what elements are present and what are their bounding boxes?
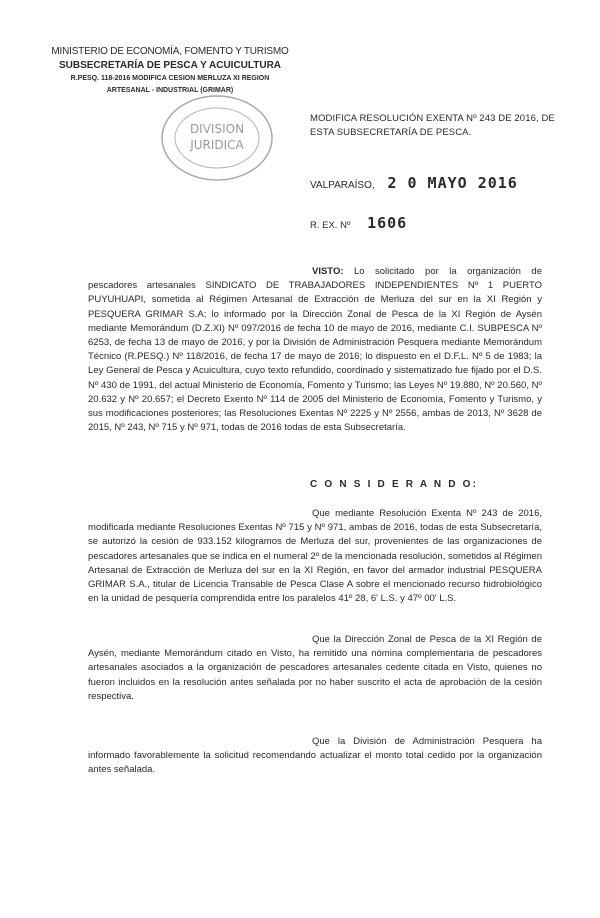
considerando-paragraph-3	[88, 735, 542, 778]
subsecretariat-name: SUBSECRETARÍA DE PESCA Y ACUICULTURA	[58, 60, 282, 71]
division-juridica-stamp	[158, 92, 276, 184]
stamped-date: 2 0 MAYO 2016	[387, 174, 518, 192]
considerando-text-1: Que mediante Resolución Exenta Nº 243 de 2016, modificada mediante Resoluciones Exentas Nº 715 y Nº 971, ambas de 2016, todas de esta Subsecretaría, se autorizó la cesión de 933.152 kilogramos de Merluza del sur, provenientes de las organizaciones de pescadores artesanales que se indica en el numeral 2º de la mencionada resolución, sometidos al Régimen Artesanal de Extracción de Merluza del sur en la XI Región, en favor del armador industrial PESQUERA GRIMAR S.A., titular de Licencia Transable de Pesca Clase A sobre el mencionado recurso hidrobiológico en la unidad de pesquería comprendida entre los paralelos 41º 28, 6' L.S. y 47º 00' L.S.	[88, 508, 542, 605]
file-reference: R.PESQ. 118-2016 MODIFICA CESION MERLUZA XI REGION	[70, 75, 270, 82]
letterhead	[30, 45, 310, 97]
considerando-paragraph-1	[88, 507, 542, 606]
stamp-line-2: JURIDICA	[190, 138, 244, 152]
resolution-number-line	[310, 214, 407, 232]
considerando-paragraph-2	[88, 633, 542, 704]
considerando-text-2: Que la Dirección Zonal de Pesca de la XI Región de Aysén, mediante Memorándum citado en Visto, ha remitido una nómina complementaria de pescadores artesanales asociados a la organización de pescadores artesanales cedente citada en Visto, quienes no fueron incluidos en la resolución antes señalada por no haber suscrito el acta de aprobación de la cesión respectiva.	[88, 634, 542, 702]
stamp-line-1: DIVISION	[189, 122, 245, 136]
visto-paragraph	[88, 265, 542, 435]
file-reference-subtitle: ARTESANAL - INDUSTRIAL (GRIMAR)	[106, 87, 234, 94]
visto-text: Lo solicitado por la organización de pescadores artesanales SINDICATO DE TRABAJADORES INDEPENDIENTES Nº 1 PUERTO PUYUHUAPI, sometida al Régimen Artesanal de Extracción de Merluza del sur en la XI Región y PESQUERA GRIMAR S.A; lo informado por la Dirección Zonal de Pesca de la XI Región de Aysén mediante Memorándum (D.Z.XI) Nº 097/2016 de fecha 10 de mayo de 2016, mediante C.I. SUBPESCA Nº 6253, de fecha 13 de mayo de 2016, y por la División de Administración Pesquera mediante Memorándum Técnico (R.PESQ.) Nº 118/2016, de fecha 17 de mayo de 2016; lo dispuesto en el D.F.L. Nº 5 de 1983; la Ley General de Pesca y Acuicultura, cuyo texto refundido, coordinado y sistematizado fue fijado por el D.S. Nº 430 de 1991, del actual Ministerio de Economía, Fomento y Turismo; las Leyes Nº 19.880, Nº 20.560, Nº 20.632 y Nº 20.657; el Decreto Exento Nº 114 de 2005 del Ministerio de Economía, Fomento y Turismo, y sus modificaciones posteriores; las Resoluciones Exentas Nº 2225 y Nº 2556, ambas de 2013, Nº 3628 de 2015, Nº 243, Nº 715 y Nº 971, todas de 2016 todas de esta Subsecretaría.	[88, 266, 542, 434]
resolution-number: 1606	[367, 214, 408, 232]
considerando-heading: C O N S I D E R A N D O:	[310, 479, 479, 490]
ministry-name: MINISTERIO DE ECONOMÍA, FOMENTO Y TURISMO	[51, 46, 289, 57]
visto-heading: VISTO:	[312, 266, 344, 277]
resolution-subject: MODIFICA RESOLUCIÓN EXENTA Nº 243 DE 2016, DE ESTA SUBSECRETARÍA DE PESCA.	[310, 113, 555, 138]
date-line	[310, 174, 518, 192]
considerando-text-3: Que la División de Administración Pesquera ha informado favorablemente la solicitud recomendando actualizar el monto total cedido por la organización antes señalada.	[88, 736, 542, 776]
city-label: VALPARAÍSO,	[310, 180, 375, 191]
resolution-number-label: R. EX. Nº	[310, 220, 351, 231]
